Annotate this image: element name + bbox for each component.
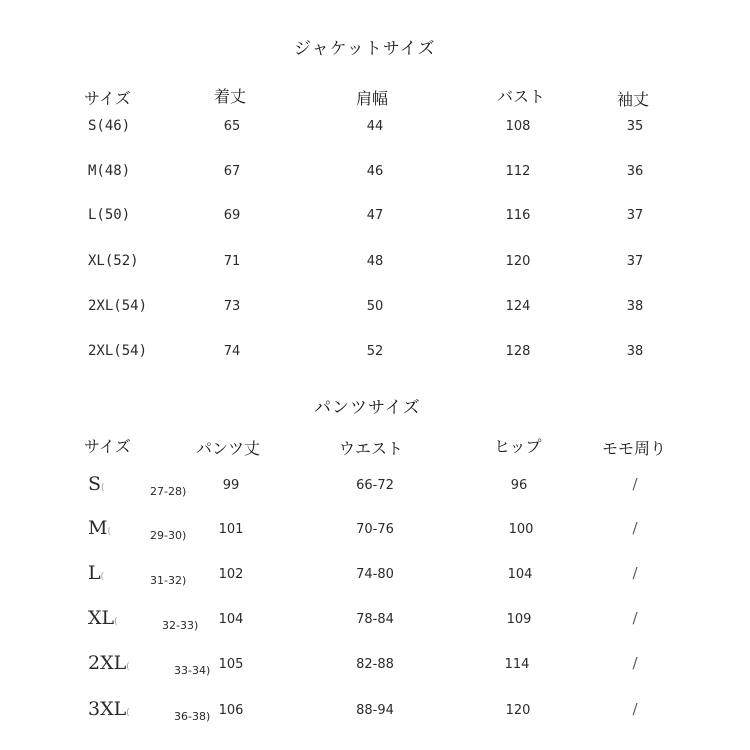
pants-size-open-paren: ( xyxy=(114,617,118,627)
jacket-size-cell: L(50) xyxy=(88,207,131,223)
jacket-header-size: サイズ xyxy=(84,89,131,108)
jacket-sleeve-cell: 37 xyxy=(626,208,644,223)
pants-size-label: XL xyxy=(88,607,115,629)
jacket-length-cell: 71 xyxy=(223,254,241,269)
pants-waist-cell: 82-88 xyxy=(356,657,394,672)
pants-waist-cell: 70-76 xyxy=(356,522,394,537)
jacket-size-cell: S(46) xyxy=(88,118,131,134)
jacket-title: ジャケットサイズ xyxy=(294,39,436,59)
pants-size-open-paren: ( xyxy=(100,572,105,582)
pants-size-range: 33-34) xyxy=(174,664,211,677)
pants-size-label: 2XL xyxy=(88,652,127,674)
pants-waist-cell: 74-80 xyxy=(356,567,394,582)
pants-range-cell xyxy=(150,478,186,500)
pants-hip-cell: 96 xyxy=(510,478,528,493)
pants-size-cell xyxy=(88,517,111,539)
jacket-bust-cell: 108 xyxy=(505,119,531,134)
jacket-sleeve-cell: 37 xyxy=(626,254,644,269)
pants-size-range: 31-32) xyxy=(150,574,187,587)
pants-header-length: パンツ丈 xyxy=(196,439,261,458)
pants-size-range: 36-38) xyxy=(174,710,211,723)
jacket-sleeve-cell: 38 xyxy=(626,344,644,359)
pants-header-size: サイズ xyxy=(84,437,131,456)
jacket-shoulder-cell: 48 xyxy=(366,254,384,269)
jacket-bust-cell: 116 xyxy=(505,208,531,223)
jacket-length-cell: 73 xyxy=(223,299,241,314)
jacket-length-cell: 69 xyxy=(223,208,241,223)
pants-range-cell xyxy=(174,657,210,679)
pants-title: パンツサイズ xyxy=(314,398,421,418)
pants-hip-cell: 120 xyxy=(505,703,531,718)
jacket-sleeve-cell: 36 xyxy=(626,164,644,179)
pants-size-open-paren: ( xyxy=(126,662,130,672)
pants-header-thigh: モモ周り xyxy=(602,439,667,458)
pants-size-cell xyxy=(88,607,118,629)
pants-size-label: M xyxy=(88,517,108,539)
jacket-bust-cell: 120 xyxy=(505,254,531,269)
pants-thigh-cell: / xyxy=(632,609,638,627)
pants-thigh-cell: / xyxy=(632,700,638,718)
pants-size-range: 29-30) xyxy=(150,529,187,542)
jacket-length-cell: 67 xyxy=(223,164,241,179)
jacket-length-cell: 74 xyxy=(223,344,241,359)
pants-thigh-cell: / xyxy=(632,654,638,672)
jacket-shoulder-cell: 46 xyxy=(366,164,384,179)
pants-hip-cell: 114 xyxy=(504,657,530,672)
jacket-size-cell: M(48) xyxy=(88,163,131,179)
pants-size-open-paren: ( xyxy=(126,708,130,718)
pants-hip-cell: 104 xyxy=(507,567,533,582)
pants-length-cell: 102 xyxy=(218,567,244,582)
jacket-bust-cell: 124 xyxy=(505,299,531,314)
jacket-shoulder-cell: 47 xyxy=(366,208,384,223)
pants-header-hip: ヒップ xyxy=(494,437,542,456)
jacket-shoulder-cell: 52 xyxy=(366,344,384,359)
pants-length-cell: 105 xyxy=(218,657,244,672)
jacket-size-cell: XL(52) xyxy=(88,253,139,269)
pants-size-range: 27-28) xyxy=(150,485,187,498)
jacket-header-shoulder: 肩幅 xyxy=(356,89,389,108)
pants-length-cell: 104 xyxy=(218,612,244,627)
jacket-header-length: 着丈 xyxy=(214,87,247,106)
pants-size-label: S xyxy=(88,473,102,495)
pants-thigh-cell: / xyxy=(632,564,638,582)
pants-size-range: 32-33) xyxy=(162,619,199,632)
jacket-bust-cell: 112 xyxy=(505,164,531,179)
pants-size-cell xyxy=(88,652,130,674)
pants-waist-cell: 78-84 xyxy=(356,612,394,627)
pants-header-waist: ウエスト xyxy=(339,439,404,458)
jacket-header-bust: バスト xyxy=(497,87,546,106)
pants-thigh-cell: / xyxy=(632,519,638,537)
jacket-size-cell: 2XL(54) xyxy=(88,343,148,359)
pants-range-cell xyxy=(162,612,198,634)
pants-length-cell: 101 xyxy=(218,522,244,537)
pants-length-cell: 99 xyxy=(222,478,240,493)
jacket-shoulder-cell: 50 xyxy=(366,299,384,314)
jacket-shoulder-cell: 44 xyxy=(366,119,384,134)
pants-range-cell xyxy=(174,703,210,725)
jacket-length-cell: 65 xyxy=(223,119,241,134)
pants-hip-cell: 100 xyxy=(508,522,534,537)
jacket-header-sleeve: 袖丈 xyxy=(617,90,650,109)
pants-range-cell xyxy=(150,522,186,544)
pants-size-cell xyxy=(88,698,130,720)
jacket-bust-cell: 128 xyxy=(505,344,531,359)
pants-size-open-paren: ( xyxy=(101,483,105,493)
jacket-sleeve-cell: 35 xyxy=(626,119,644,134)
pants-size-label: L xyxy=(88,562,101,584)
pants-size-open-paren: ( xyxy=(107,527,111,537)
pants-length-cell: 106 xyxy=(218,703,244,718)
pants-waist-cell: 66-72 xyxy=(356,478,394,493)
pants-thigh-cell: / xyxy=(632,475,638,493)
pants-waist-cell: 88-94 xyxy=(356,703,394,718)
jacket-size-cell: 2XL(54) xyxy=(88,298,148,314)
pants-size-label: 3XL xyxy=(88,698,127,720)
jacket-sleeve-cell: 38 xyxy=(626,299,644,314)
pants-hip-cell: 109 xyxy=(506,612,532,627)
pants-range-cell xyxy=(150,567,186,589)
pants-size-cell xyxy=(88,473,105,495)
pants-size-cell xyxy=(88,562,104,584)
